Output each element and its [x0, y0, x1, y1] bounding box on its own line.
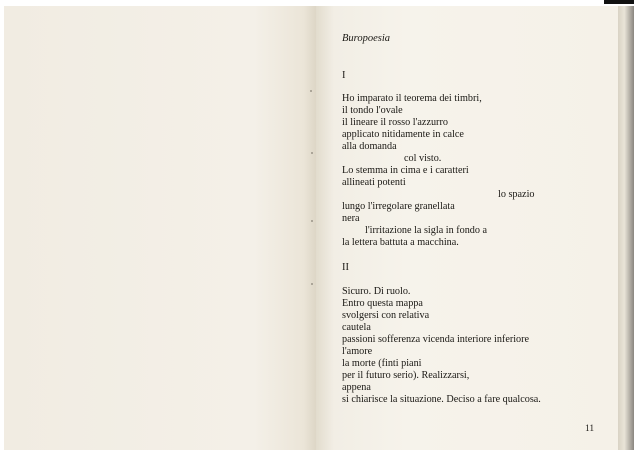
gutter-mark — [311, 283, 313, 285]
poem-line: l'amore — [342, 346, 373, 357]
section-numeral-1: I — [342, 70, 346, 81]
poem-line: cautela — [342, 322, 371, 333]
poem-line: l'irritazione la sigla in fondo a — [365, 225, 488, 236]
poem-line: il tondo l'ovale — [342, 105, 403, 116]
gutter-mark — [311, 152, 313, 154]
poem-line: si chiarisce la situazione. Deciso a fare qualcosa. — [342, 394, 541, 405]
poem-line: appena — [342, 382, 371, 393]
poem-line: alla domanda — [342, 141, 397, 152]
gutter-mark — [310, 90, 312, 92]
poem-line: la morte (finti piani — [342, 358, 422, 369]
poem-line: la lettera battuta a macchina. — [342, 237, 459, 248]
poem-line: allineati potenti — [342, 177, 406, 188]
poem-line: il lineare il rosso l'azzurro — [342, 117, 448, 128]
poem-line: Ho imparato il teorema dei timbri, — [342, 93, 482, 104]
poem-line: Sicuro. Di ruolo. — [342, 286, 411, 297]
poem-line: nera — [342, 213, 360, 224]
poem-line: lungo l'irregolare granellata — [342, 201, 455, 212]
poem-line: Entro questa mappa — [342, 298, 423, 309]
top-edge-bar — [604, 0, 634, 4]
page-number: 11 — [585, 424, 595, 434]
poem-line: per il futuro serio). Realizzarsi, — [342, 370, 470, 381]
page-edge — [618, 6, 634, 450]
poem-line: svolgersi con relativa — [342, 310, 430, 321]
poem-title: Buropoesia — [342, 33, 391, 44]
left-page — [4, 6, 316, 450]
poem-line: passioni sofferenza vicenda interiore inferiore — [342, 334, 530, 345]
gutter-mark — [311, 220, 313, 222]
poem-line: applicato nitidamente in calce — [342, 129, 464, 140]
poem-line: lo spazio — [498, 189, 535, 200]
open-book — [4, 6, 634, 450]
poem-line: col visto. — [404, 153, 442, 164]
poem-line: Lo stemma in cima e i caratteri — [342, 165, 469, 176]
section-numeral-2: II — [342, 262, 349, 273]
